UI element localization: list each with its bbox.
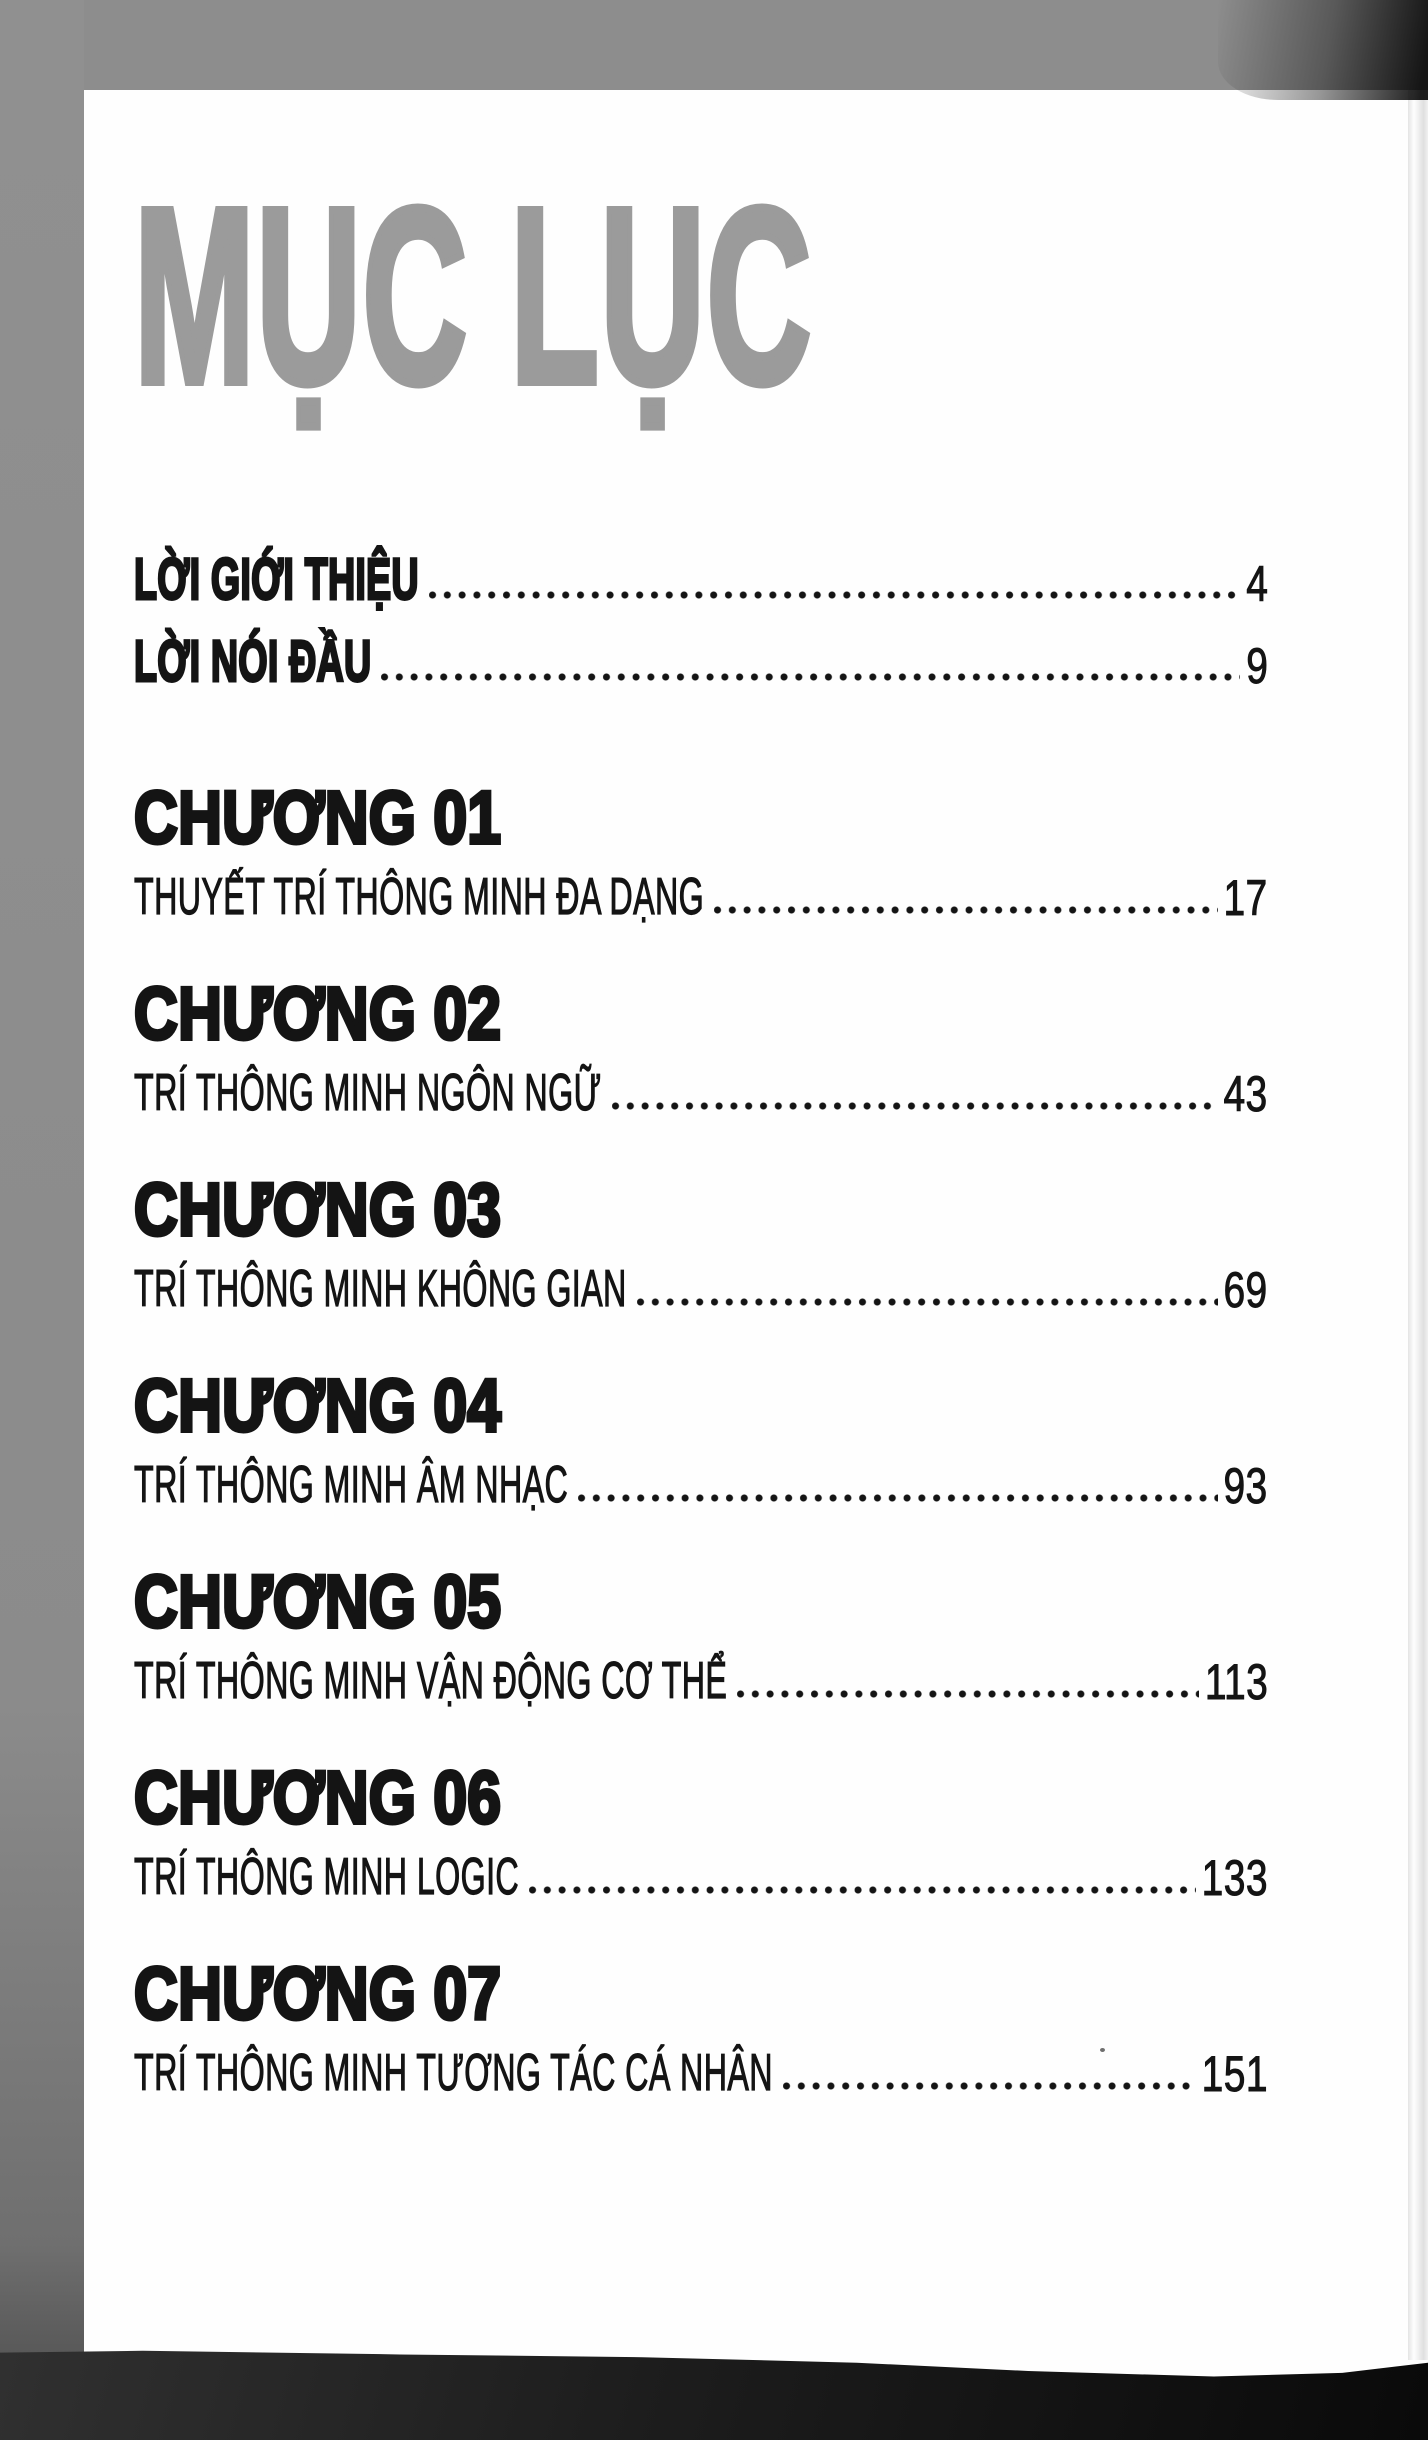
toc-entry-row xyxy=(134,527,1268,612)
chapter-block xyxy=(134,1168,1268,1369)
dot-leader xyxy=(381,673,1239,681)
dot-leader xyxy=(737,1690,1198,1698)
chapter-subtitle: TRÍ THÔNG MINH ÂM NHẠC xyxy=(134,1456,569,1514)
chapter-subtitle: TRÍ THÔNG MINH VẬN ĐỘNG CƠ THỂ xyxy=(134,1652,728,1710)
toc-entry-row xyxy=(134,868,1268,926)
chapter-list xyxy=(134,776,1268,2153)
dot-leader xyxy=(578,1494,1218,1502)
dot-leader xyxy=(612,1102,1218,1110)
entry-label: LỜI NÓI ĐẦU xyxy=(134,629,372,694)
chapter-subtitle: THUYẾT TRÍ THÔNG MINH ĐA DẠNG xyxy=(134,868,705,926)
table-of-contents xyxy=(134,0,1268,2440)
chapter-heading: CHƯƠNG 03 xyxy=(134,1168,502,1251)
chapter-subtitle: TRÍ THÔNG MINH TƯƠNG TÁC CÁ NHÂN xyxy=(134,2044,773,2102)
entry-page-number: 151 xyxy=(1201,2046,1268,2102)
dot-leader xyxy=(637,1298,1218,1306)
chapter-heading: CHƯƠNG 06 xyxy=(134,1756,502,1839)
entry-page-number: 93 xyxy=(1223,1458,1268,1514)
toc-entry-row xyxy=(134,1848,1268,1906)
chapter-block xyxy=(134,1952,1268,2153)
chapter-block xyxy=(134,972,1268,1173)
entry-label: LỜI GIỚI THIỆU xyxy=(134,547,419,612)
chapter-heading: CHƯƠNG 05 xyxy=(134,1560,502,1643)
page-curl-shadow xyxy=(1218,0,1428,100)
entry-page-number: 43 xyxy=(1223,1066,1268,1122)
entry-page-number: 17 xyxy=(1223,870,1268,926)
toc-entry-row xyxy=(134,2044,1268,2102)
chapter-heading: CHƯƠNG 07 xyxy=(134,1952,502,2035)
entry-page-number: 69 xyxy=(1223,1262,1268,1318)
entry-page-number: 9 xyxy=(1245,638,1268,694)
chapter-block xyxy=(134,1560,1268,1761)
toc-entry-row xyxy=(134,1064,1268,1122)
page-title: MỤC LỤC xyxy=(134,156,813,435)
chapter-heading: CHƯƠNG 01 xyxy=(134,776,502,859)
chapter-subtitle: TRÍ THÔNG MINH KHÔNG GIAN xyxy=(134,1260,627,1318)
chapter-block xyxy=(134,1364,1268,1565)
entry-page-number: 4 xyxy=(1245,556,1268,612)
toc-entry-row xyxy=(134,1260,1268,1318)
chapter-heading: CHƯƠNG 02 xyxy=(134,972,502,1055)
dot-leader xyxy=(783,2082,1196,2090)
chapter-subtitle: TRÍ THÔNG MINH NGÔN NGỮ xyxy=(134,1064,602,1122)
page-edge-shadow xyxy=(1408,90,1428,2360)
toc-entry-row xyxy=(134,609,1268,694)
dot-leader xyxy=(429,591,1240,599)
chapter-block xyxy=(134,1756,1268,1957)
chapter-block xyxy=(134,776,1268,977)
chapter-subtitle: TRÍ THÔNG MINH LOGIC xyxy=(134,1848,520,1906)
front-matter-list xyxy=(134,527,1268,694)
toc-entry-row xyxy=(134,1456,1268,1514)
chapter-heading: CHƯƠNG 04 xyxy=(134,1364,502,1447)
dot-leader xyxy=(529,1886,1196,1894)
scan-left-strip xyxy=(0,0,84,2440)
entry-page-number: 133 xyxy=(1201,1850,1268,1906)
toc-entry-row xyxy=(134,1652,1268,1710)
entry-page-number: 113 xyxy=(1204,1654,1268,1710)
dot-leader xyxy=(714,906,1218,914)
